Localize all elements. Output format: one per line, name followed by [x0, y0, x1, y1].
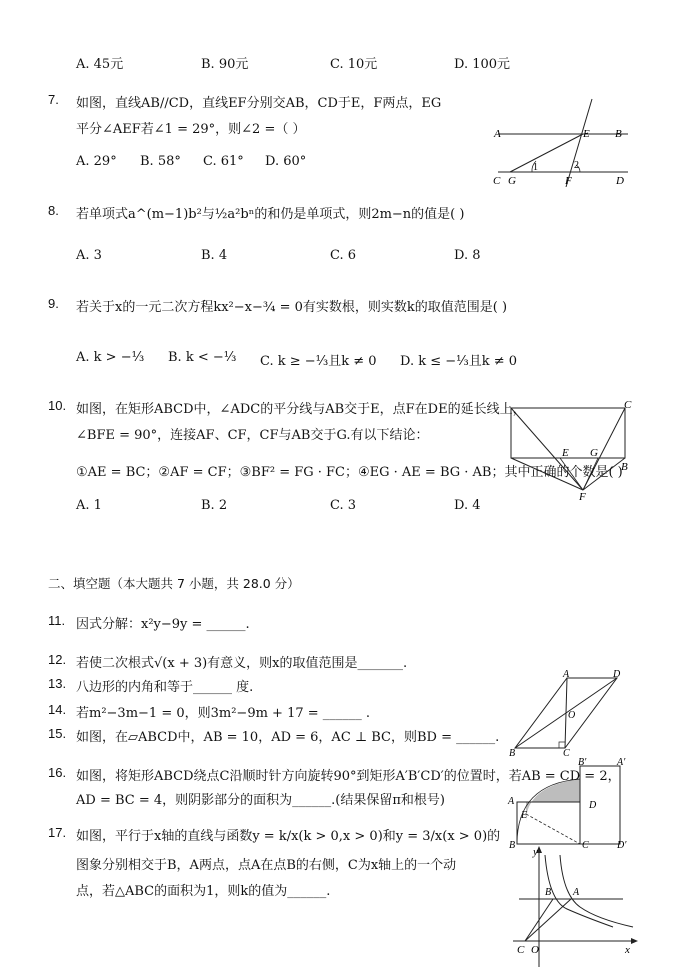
q17-label-y: y [533, 846, 538, 858]
q6-option-b: B. 90元 [201, 57, 249, 72]
q15-label-c: C [563, 748, 570, 758]
q7-number: 7. [48, 92, 59, 107]
q10-label-f: F [579, 491, 586, 502]
q9-text: 若关于x的一元二次方程kx²−x−¾ = 0有实数根，则实数k的取值范围是( ) [76, 300, 508, 315]
q7-option-a: A. 29° [76, 154, 117, 169]
q9-number: 9. [48, 296, 59, 311]
q17-number: 17. [48, 825, 67, 840]
q16-dashed-line [526, 814, 580, 844]
q14-number: 14. [48, 702, 67, 717]
q7-text-line2: 平分∠AEF若∠1 = 29°，则∠2 =（ ） [76, 122, 306, 137]
q17-label-b: B [545, 887, 552, 898]
q15-text: 如图，在▱ABCD中，AB = 10，AD = 6，AC ⊥ BC，则BD = ______. [76, 730, 500, 745]
q7-label-b: B [615, 128, 622, 140]
q10-text-line2: ∠BFE = 90°，连接AF、CF，CF与AB交于G.有以下结论： [76, 428, 429, 443]
q15-label-b: B [509, 748, 516, 758]
q9-option-c: C. k ≥ −⅓且k ≠ 0 [260, 354, 377, 369]
q10-label-c: C [624, 399, 632, 411]
q6-option-c: C. 10元 [330, 57, 378, 72]
q12-number: 12. [48, 652, 67, 667]
q17-label-c: C [517, 944, 525, 956]
q7-label-2: 2 [574, 160, 579, 171]
q15-figure [505, 670, 630, 758]
q17-label-x: x [625, 944, 630, 956]
q16-text-line2: AD = BC = 4，则阴影部分的面积为______.(结果保留π和根号) [76, 793, 445, 808]
q17-label-a: A [573, 887, 580, 898]
q16-label-d: D [589, 800, 597, 811]
q7-label-1: 1 [533, 162, 538, 173]
q16-label-bp: B′ [578, 757, 587, 768]
q10-option-c: C. 3 [330, 498, 357, 513]
q7-label-a: A [494, 128, 501, 140]
q11-number: 11. [48, 613, 66, 628]
q7-text-line1: 如图，直线AB//CD，直线EF分别交AB，CD于E，F两点，EG [76, 96, 442, 111]
q7-option-d: D. 60° [265, 154, 307, 169]
q7-figure [488, 95, 633, 187]
q10-number: 10. [48, 398, 67, 413]
q16-shaded-region [526, 779, 580, 822]
q17-x-arrow [631, 938, 638, 944]
q17-figure [505, 843, 640, 973]
q9-option-d: D. k ≤ −⅓且k ≠ 0 [400, 354, 518, 369]
q8-option-d: D. 8 [454, 248, 481, 263]
q16-label-ap: A′ [617, 757, 626, 768]
q17-label-o: O [531, 944, 539, 956]
q10-label-g: G [590, 447, 598, 459]
q10-label-b: B [621, 461, 628, 473]
q15-label-o: O [568, 710, 576, 721]
q16-number: 16. [48, 765, 67, 780]
q10-option-a: A. 1 [76, 498, 102, 513]
q15-number: 15. [48, 726, 67, 741]
q7-option-c: C. 61° [203, 154, 244, 169]
q7-line-ef [566, 99, 592, 187]
q17-text-line2: 图象分别相交于B，A两点，点A在点B的右侧，C为x轴上的一个动 [76, 858, 457, 873]
q17-curve-3-over-x [560, 855, 633, 927]
q8-option-a: A. 3 [76, 248, 102, 263]
q8-option-c: C. 6 [330, 248, 357, 263]
q7-label-d: D [616, 175, 624, 187]
q8-text: 若单项式a^(m−1)b²与½a²bⁿ的和仍是单项式，则2m−n的值是( ) [76, 207, 465, 222]
q7-label-e: E [583, 128, 590, 140]
q10-text-line1: 如图，在矩形ABCD中，∠ADC的平分线与AB交于E，点F在DE的延长线上， [76, 402, 526, 417]
q10-option-b: B. 2 [201, 498, 228, 513]
q16-label-c: C [582, 840, 589, 850]
q6-option-d: D. 100元 [454, 57, 511, 72]
q7-label-g: G [508, 175, 516, 187]
q15-diagonal-bd [515, 678, 617, 748]
q10-text-line3: ①AE = BC；②AF = CF；③BF² = FG · FC；④EG · AE = BG · AB；其中正确的个数是( ) [76, 465, 623, 480]
q16-label-dp: D′ [617, 840, 627, 850]
q9-option-b: B. k < −⅓ [168, 350, 237, 365]
q8-option-b: B. 4 [201, 248, 228, 263]
q17-segment-ca [525, 899, 571, 941]
q9-option-a: A. k > −⅓ [76, 350, 145, 365]
q16-label-e: E [521, 810, 528, 821]
q15-label-d: D [613, 670, 621, 680]
q6-option-a: A. 45元 [76, 57, 124, 72]
q16-label-a: A [508, 796, 515, 807]
q13-number: 13. [48, 676, 67, 691]
q11-text: 因式分解：x²y−9y = ______. [76, 617, 250, 632]
q10-option-d: D. 4 [454, 498, 481, 513]
q7-label-f: F [565, 175, 572, 187]
section-heading-fill-in: 二、填空题（本大题共 7 小题，共 28.0 分） [48, 576, 300, 591]
q17-text-line1: 如图，平行于x轴的直线与函数y = k/x(k > 0,x > 0)和y = 3/x(x > 0)的 [76, 829, 501, 844]
q10-label-e: E [562, 447, 569, 459]
q16-label-b: B [509, 840, 516, 850]
q15-label-a: A [563, 670, 570, 680]
q16-text-line1: 如图，将矩形ABCD绕点C沿顺时针方向旋转90°到矩形A′B′CD′的位置时，若AB = CD = 2， [76, 769, 621, 784]
q17-text-line3: 点，若△ABC的面积为1，则k的值为______. [76, 884, 331, 899]
q7-label-c: C [493, 175, 501, 187]
q13-text: 八边形的内角和等于______ 度. [76, 680, 254, 695]
q12-text: 若使二次根式√(x + 3)有意义，则x的取值范围是_______. [76, 656, 408, 671]
q8-number: 8. [48, 203, 59, 218]
q14-text: 若m²−3m−1 = 0，则3m²−9m + 17 = ______ . [76, 706, 371, 721]
q7-option-b: B. 58° [140, 154, 181, 169]
